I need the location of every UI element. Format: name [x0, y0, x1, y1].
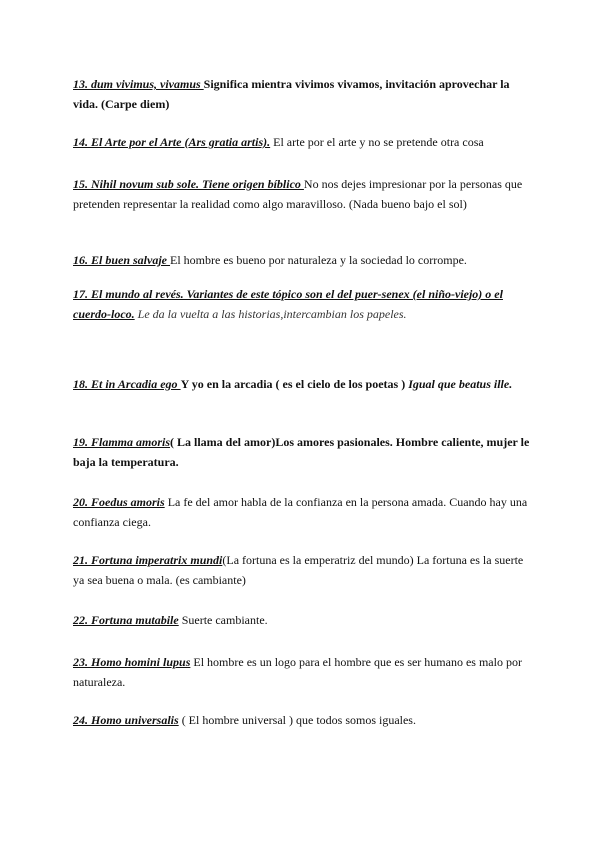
entry-heading: 14. El Arte por el Arte (Ars gratia artis).: [73, 135, 271, 149]
entry-body: La fe del amor habla de la confianza en la persona amada. Cuando hay una confianza ciega.: [73, 495, 528, 529]
entry-heading: 15. Nihil novum sub sole. Tiene origen bíblico: [73, 177, 304, 191]
entry-heading: 13. dum vivimus, vivamus: [73, 77, 204, 91]
entry-body: El arte por el arte y no se pretende otra cosa: [270, 135, 484, 149]
entry-heading: 19. Flamma amoris: [73, 435, 171, 449]
entry-15: [73, 174, 533, 214]
entry-14: [73, 132, 533, 152]
entry-body: (La fortuna es la emperatriz del mundo) La fortuna es la suerte ya sea buena o mala. (es cambiante): [73, 553, 524, 587]
entry-body: Suerte cambiante.: [178, 613, 268, 627]
entry-body: Y yo en la arcadia ( es el cielo de los poetas ): [180, 377, 409, 391]
entry-heading: 24. Homo universalis: [73, 713, 179, 727]
entry-20: [73, 492, 533, 532]
entry-heading: 20. Foedus amoris: [73, 495, 165, 509]
entry-heading: 21. Fortuna imperatrix mundi: [73, 553, 223, 567]
entry-24: [73, 710, 533, 730]
entry-23: [73, 652, 533, 692]
entry-heading: 18. Et in Arcadia ego: [73, 377, 181, 391]
entry-16: [73, 250, 533, 270]
entry-body: Significa mientra vivimos vivamos, invitación aprovechar la vida. (Carpe diem): [73, 77, 510, 111]
entry-heading: 16. El buen salvaje: [73, 253, 171, 267]
entry-body: ( El hombre universal ) que todos somos iguales.: [178, 713, 416, 727]
entry-heading: 23. Homo homini lupus: [73, 655, 191, 669]
entry-heading: 22. Fortuna mutabile: [73, 613, 179, 627]
entry-13: [73, 74, 533, 114]
entry-17: [73, 284, 533, 324]
entry-body-italic: Igual que beatus ille.: [408, 377, 513, 391]
entry-body: No nos dejes impresionar por la personas que pretenden representar la realidad como algo maravilloso. (Nada bueno bajo el sol): [73, 177, 523, 211]
entry-21: [73, 550, 533, 590]
entry-body: El hombre es bueno por naturaleza y la sociedad lo corrompe.: [170, 253, 467, 267]
entry-22: [73, 610, 533, 630]
entry-heading: 17. El mundo al revés. Variantes de este tópico son el del puer-senex (el niño-viejo) o el cuerdo-loco.: [73, 287, 503, 321]
entry-body: El hombre es un logo para el hombre que es ser humano es malo por naturaleza.: [73, 655, 522, 689]
entry-body: ( La llama del amor)Los amores pasionales. Hombre caliente, mujer le baja la temperatura.: [73, 435, 530, 469]
entry-18: [73, 374, 533, 394]
entry-body: Le da la vuelta a las historias,intercambian los papeles.: [134, 307, 407, 321]
entry-19: [73, 432, 533, 472]
